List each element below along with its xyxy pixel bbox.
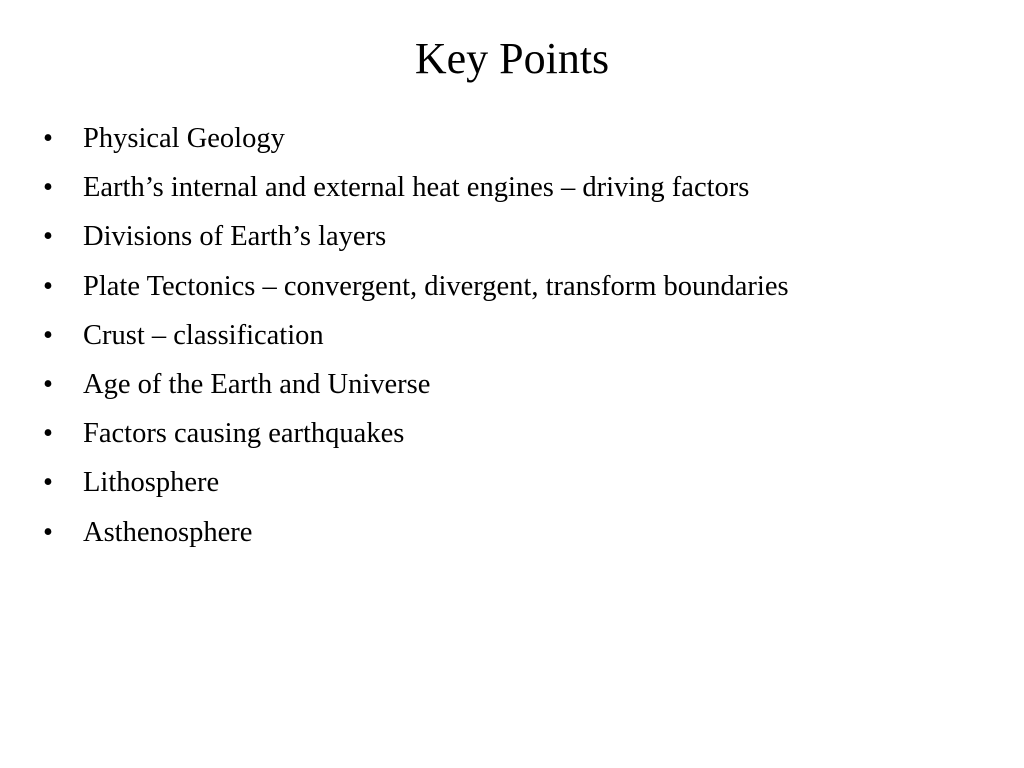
bullet-icon: • [43, 516, 53, 548]
slide-title: Key Points [414, 34, 610, 83]
bullet-icon: • [43, 319, 53, 351]
bullet-text: Divisions of Earth’s layers [83, 221, 387, 253]
bullet-text: Age of the Earth and Universe [83, 368, 431, 400]
bullet-text: Crust – classification [83, 319, 324, 351]
bullet-text: Plate Tectonics – convergent, divergent, transform boundaries [83, 270, 789, 302]
bullet-text: Earth’s internal and external heat engines – driving factors [83, 172, 750, 204]
bullet-text: Asthenosphere [83, 516, 253, 548]
bullet-text: Factors causing earthquakes [83, 418, 405, 450]
bullet-icon: • [43, 172, 53, 204]
bullet-text: Physical Geology [83, 123, 285, 154]
bullet-icon: • [43, 221, 53, 253]
bullet-icon: • [43, 467, 53, 499]
bullet-icon: • [43, 123, 53, 154]
bullet-text: Lithosphere [83, 467, 220, 499]
bullet-icon: • [43, 270, 53, 302]
bullet-icon: • [43, 418, 53, 450]
bullet-icon: • [43, 368, 53, 400]
